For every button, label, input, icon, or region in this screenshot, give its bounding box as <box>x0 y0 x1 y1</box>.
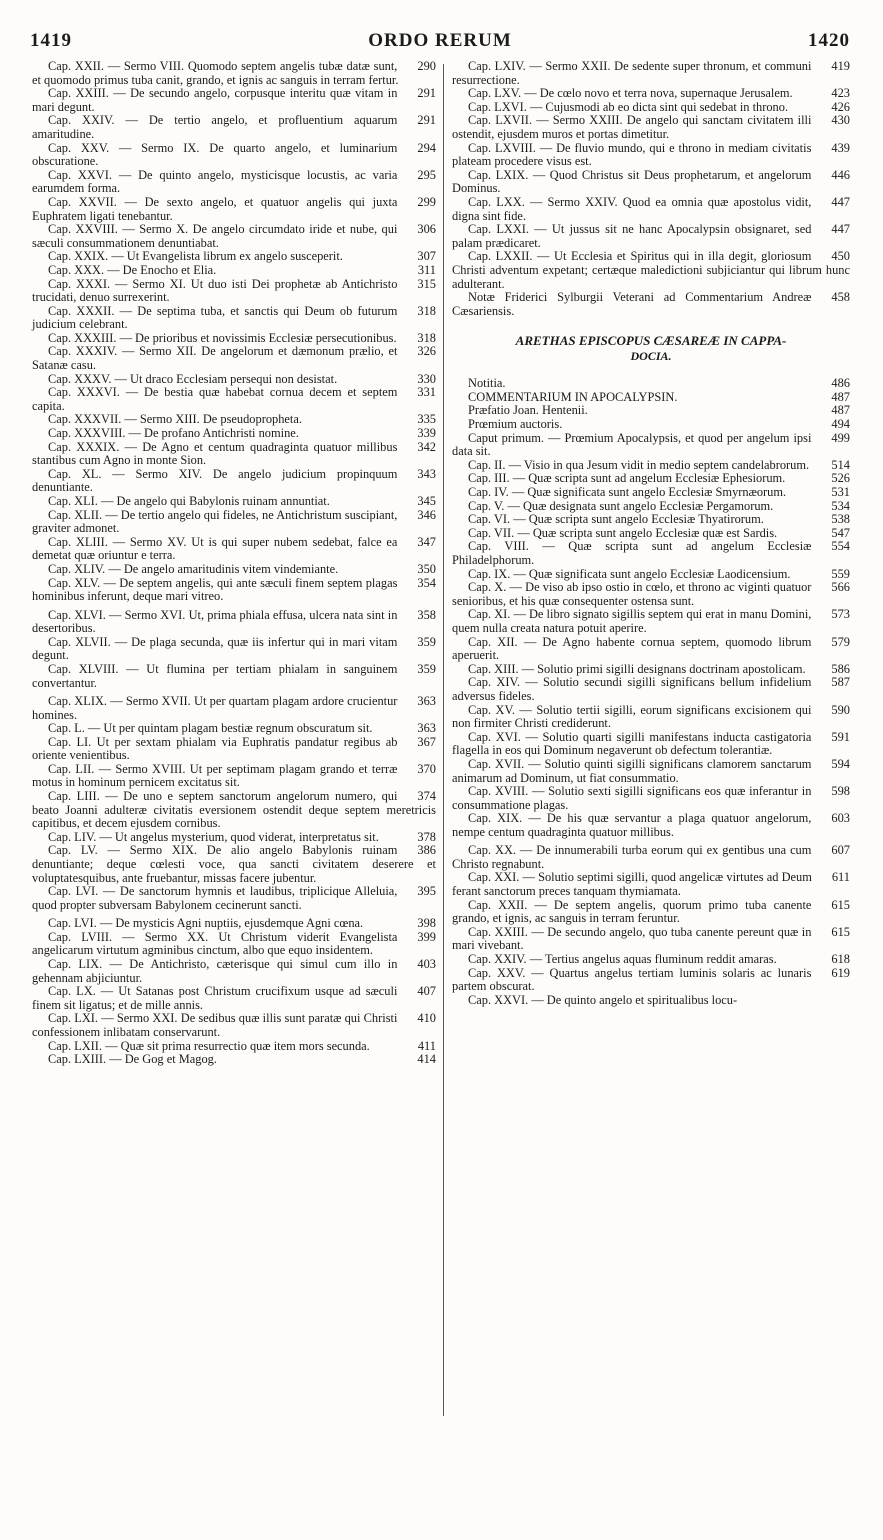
column-divider <box>443 64 444 1416</box>
toc-entry-text: Cap. XVI. — Solutio quarti sigilli manifestans inducta castigatoria flagella in eos qui Dominum negaverunt ob defectum tolerantiæ. <box>452 729 812 758</box>
toc-page-number: 423 <box>831 86 850 101</box>
toc-entry <box>452 432 850 459</box>
toc-entry <box>452 844 850 871</box>
page-number-right: 1420 <box>808 30 850 51</box>
toc-page-number: 566 <box>831 580 850 595</box>
toc-page-number: 587 <box>831 675 850 690</box>
toc-entry <box>32 985 436 1012</box>
toc-entry <box>452 142 850 169</box>
toc-page-number: 378 <box>417 829 436 844</box>
toc-entry-text: Cap. XXIII. — De secundo angelo, corpusque interitu quæ vitam in mari degunt. <box>32 86 398 114</box>
toc-entry-text: Cap. XLVII. — De plaga secunda, quæ iis infertur qui in mari vitam degunt. <box>32 634 398 663</box>
toc-page-number: 398 <box>417 916 436 931</box>
toc-page-number: 326 <box>417 344 436 359</box>
toc-page-number: 291 <box>417 86 436 101</box>
toc-entry <box>452 500 850 514</box>
toc-page-number: 450 <box>831 249 850 264</box>
toc-page-number: 370 <box>417 761 436 776</box>
toc-entry <box>452 994 850 1008</box>
toc-entry-text: Cap. LXVIII. — De fluvio mundo, qui e throno in mediam civitatis plateam procedere visus est. <box>452 140 812 169</box>
toc-entry <box>32 223 436 250</box>
toc-entry <box>452 663 850 677</box>
page-number-left: 1419 <box>30 30 72 51</box>
toc-entry-text: Cap. LXV. — De cœlo novo et terra nova, supernaque Jerusalem. <box>468 86 793 101</box>
toc-entry <box>32 609 436 636</box>
toc-entry-text: Cap. XXXV. — Ut draco Ecclesiam persequi non desistat. <box>48 371 338 386</box>
toc-page-number: 458 <box>831 290 850 305</box>
right-column <box>452 60 850 1007</box>
toc-page-number: 318 <box>417 330 436 345</box>
toc-entry <box>32 763 436 790</box>
toc-entry <box>32 386 436 413</box>
toc-page-number: 410 <box>417 1011 436 1026</box>
toc-page-number: 486 <box>831 376 850 391</box>
toc-entry-text: Cap. XII. — De Agno habente cornua septem, quomodo librum aperuerit. <box>452 634 812 663</box>
toc-entry <box>32 87 436 114</box>
toc-page-number: 350 <box>417 561 436 576</box>
section-heading <box>452 334 850 363</box>
toc-entry <box>32 917 436 931</box>
toc-entry <box>452 377 850 391</box>
section-title-line-1: ARETHAS EPISCOPUS CÆSAREÆ IN CAPPA- <box>515 333 787 349</box>
toc-page-number: 363 <box>417 693 436 708</box>
toc-entry-text: Cap. II. — Visio in qua Jesum vidit in medio septem candelabrorum. <box>468 457 810 472</box>
toc-page-number: 586 <box>831 661 850 676</box>
toc-entry <box>452 87 850 101</box>
toc-page-number: 345 <box>417 494 436 508</box>
toc-entry <box>32 931 436 958</box>
toc-entry <box>32 142 436 169</box>
toc-entry <box>32 413 436 427</box>
toc-entry-text: Cap. XXV. — Sermo IX. De quarto angelo, et luminarium obscuratione. <box>32 140 398 169</box>
toc-page-number: 439 <box>831 140 850 155</box>
toc-entry <box>32 1053 436 1067</box>
toc-entry-text: Cap. XXXIV. — Sermo XII. De angelorum et dæmonum prælio, et Satanæ casu. <box>32 344 398 373</box>
toc-entry <box>452 899 850 926</box>
toc-entry-text: Cap. XXXI. — Sermo XI. Ut duo isti Dei prophetæ ab Antichristo trucidati, denuo surrexerint. <box>32 276 398 305</box>
toc-page-number: 307 <box>417 249 436 264</box>
toc-entry-text: Cap. VIII. — Quæ scripta sunt ad angelum Ecclesiæ Philadelphorum. <box>452 539 812 567</box>
toc-page-number: 598 <box>831 784 850 799</box>
toc-entry <box>32 332 436 346</box>
toc-entry <box>32 790 436 831</box>
toc-page-number: 554 <box>831 539 850 554</box>
section-title-line-2: DOCIA. <box>630 348 672 363</box>
toc-page-number: 607 <box>831 843 850 858</box>
toc-entry <box>452 676 850 703</box>
toc-page-number: 487 <box>831 389 850 404</box>
toc-entry-text: Cap. XXVI. — De quinto angelo et spiritualibus locu- <box>468 992 738 1007</box>
toc-entry <box>32 278 436 305</box>
toc-page-number: 494 <box>831 417 850 432</box>
toc-entry-text: Notitia. <box>468 376 506 391</box>
toc-entry <box>452 114 850 141</box>
toc-entry-text: Cap. XXXVII. — Sermo XIII. De pseudopropheta. <box>48 412 302 427</box>
toc-entry <box>452 636 850 663</box>
toc-entry <box>452 785 850 812</box>
toc-page-number: 367 <box>417 734 436 749</box>
toc-entry-text: Cap. LX. — Ut Satanas post Christum crucifixum usque ad sæculi finem sit ligatus; et de mille annis. <box>32 984 398 1012</box>
toc-page-number: 573 <box>831 607 850 622</box>
toc-entry <box>32 345 436 372</box>
toc-page-number: 403 <box>417 956 436 971</box>
toc-entry <box>452 169 850 196</box>
toc-entry <box>452 196 850 223</box>
toc-entry-text: Cap. LXI. — Sermo XXI. De sedibus quæ illis sunt paratæ qui Christi confessionem inlibatam conservarunt. <box>32 1011 398 1039</box>
toc-page-number: 414 <box>417 1052 436 1067</box>
toc-page-number: 306 <box>417 222 436 237</box>
toc-entry-text: Cap. XLIV. — De angelo amaritudinis vitem vindemiante. <box>48 561 339 576</box>
toc-entry <box>452 568 850 582</box>
toc-entry-text: Cap. XVII. — Solutio quinti sigilli significans clamorem sanctarum animarum ad Dominum, ut fiat consummatio. <box>452 756 812 785</box>
toc-entry-text: Cap. LXIII. — De Gog et Magog. <box>48 1052 217 1067</box>
toc-entry-text: Cap. IV. — Quæ significata sunt angelo Ecclesiæ Smyrnæorum. <box>468 485 787 500</box>
toc-entry-text: Cap. V. — Quæ designata sunt angelo Ecclesiæ Pergamorum. <box>468 498 774 513</box>
toc-page-number: 446 <box>831 167 850 182</box>
toc-entry <box>32 831 436 845</box>
toc-page-number: 411 <box>417 1038 436 1053</box>
toc-page-number: 342 <box>417 439 436 454</box>
toc-page-number: 407 <box>417 984 436 999</box>
toc-entry <box>32 169 436 196</box>
toc-entry <box>452 731 850 758</box>
toc-page-number: 615 <box>831 924 850 939</box>
toc-page-number: 514 <box>831 457 850 472</box>
toc-entry <box>32 196 436 223</box>
toc-page-number: 343 <box>417 466 436 481</box>
toc-page-number: 291 <box>417 113 436 128</box>
toc-entry-text: Cap. LV. — Sermo XIX. De alio angelo Babylonis ruinam denuntiante; deque cœlesti voce, qua sancti civitatem deserere et voluptatesquibus, ante fruebantur, missas facere jubentur. <box>32 843 436 885</box>
toc-entry-text: Cap. XLV. — De septem angelis, qui ante sæculi finem septem plagas hominibus inferunt, deque mari vitreo. <box>32 575 398 604</box>
toc-page-number: 358 <box>417 607 436 622</box>
toc-page-number: 318 <box>417 303 436 318</box>
toc-page-number: 447 <box>831 222 850 237</box>
right-column-bottom-entries <box>452 377 850 1007</box>
toc-page-number: 487 <box>831 403 850 418</box>
toc-entry-text: Cap. XXIV. — Tertius angelus aquas fluminum reddit amaras. <box>468 952 777 967</box>
toc-entry <box>452 513 850 527</box>
toc-entry <box>32 1040 436 1054</box>
toc-entry-text: Cap. LXII. — Quæ sit prima resurrectio quæ item mors secunda. <box>48 1038 370 1053</box>
toc-entry-text: Cap. L. — Ut per quintam plagam bestiæ regnum obscuratum sit. <box>48 721 373 736</box>
toc-entry-text: Cap. LXVII. — Sermo XXIII. De angelo qui sanctam civitatem illi ostendit, ejusdem muros et portas dimetitur. <box>452 113 812 141</box>
toc-entry <box>32 495 436 509</box>
toc-entry <box>32 264 436 278</box>
toc-page-number: 399 <box>417 929 436 944</box>
toc-entry <box>32 885 436 912</box>
toc-entry-text: Cap. XXVII. — De sexto angelo, et quatuor angelis qui juxta Euphratem ligati tenebantur. <box>32 194 398 223</box>
toc-entry-text: Cap. LIV. — Ut angelus mysterium, quod viderat, interpretatus sit. <box>48 829 379 844</box>
toc-entry-text: Cap. XLIX. — Sermo XVII. Ut per quartam plagam ardore crucientur homines. <box>32 693 398 722</box>
toc-entry-text: Cap. IX. — Quæ significata sunt angelo Ecclesiæ Laodicensium. <box>468 566 791 581</box>
toc-entry-text: Cap. LVI. — De mysticis Agni nuptiis, ejusdemque Agni cœna. <box>48 916 364 931</box>
toc-entry <box>452 527 850 541</box>
toc-entry-text: Cap. LXX. — Sermo XXIV. Quod ea omnia quæ apostolus vidit, digna sint fide. <box>452 194 812 223</box>
toc-entry <box>32 663 436 690</box>
toc-entry-text: Cap. XXXVIII. — De profano Antichristi nomine. <box>48 426 299 441</box>
toc-page-number: 374 <box>417 789 436 804</box>
toc-page-number: 534 <box>831 498 850 513</box>
toc-page-number: 538 <box>831 512 850 527</box>
toc-page-number: 591 <box>831 729 850 744</box>
toc-entry-text: COMMENTARIUM IN APOCALYPSIN. <box>468 389 678 404</box>
toc-entry-text: Cap. LXIV. — Sermo XXII. De sedente super thronum, et communi resurrectione. <box>452 59 812 87</box>
toc-entry <box>452 404 850 418</box>
toc-entry <box>452 418 850 432</box>
toc-page-number: 611 <box>831 870 850 885</box>
toc-entry <box>32 509 436 536</box>
toc-entry <box>32 441 436 468</box>
toc-entry-text: Cap. VI. — Quæ scripta sunt angelo Ecclesiæ Thyatirorum. <box>468 512 764 527</box>
toc-entry-text: Cap. XVIII. — Solutio sexti sigilli significans eos quæ inferantur in consummatione plagas. <box>452 784 812 812</box>
toc-entry-text: Cap. XIX. — De his quæ servantur a plaga quatuor angelorum, nempe centum quadraginta quatuor millibus. <box>452 811 812 839</box>
toc-entry-text: Cap. XL. — Sermo XIV. De angelo judicium propinquum denuntiante. <box>32 466 398 495</box>
toc-entry-text: Cap. XXIV. — De tertio angelo, et profluentium aquarum amaritudine. <box>32 113 398 141</box>
toc-entry <box>452 608 850 635</box>
toc-page-number: 359 <box>417 634 436 649</box>
toc-entry-text: Cap. XXXII. — De septima tuba, et sanctis qui Deum ob futurum judicium celebrant. <box>32 303 398 332</box>
toc-entry-text: Cap. LII. — Sermo XVIII. Ut per septimam plagam grando et terræ motus in hominum pernicem excitatus sit. <box>32 761 398 790</box>
toc-entry <box>32 468 436 495</box>
toc-page-number: 547 <box>831 525 850 540</box>
toc-page-number: 335 <box>417 412 436 427</box>
toc-entry <box>452 391 850 405</box>
toc-entry <box>32 563 436 577</box>
toc-entry <box>452 812 850 839</box>
toc-entry <box>452 486 850 500</box>
toc-entry-text: Cap. LXXII. — Ut Ecclesia et Spiritus qui in illa degit, gloriosum Christi adventum expetant; certæque maledictioni subjiciantur qui librum hunc adulterant. <box>452 249 850 291</box>
toc-entry-text: Cap. LXIX. — Quod Christus sit Deus prophetarum, et angelorum Dominus. <box>452 167 812 196</box>
toc-page-number: 603 <box>831 811 850 826</box>
toc-entry <box>32 427 436 441</box>
toc-entry <box>452 871 850 898</box>
toc-entry <box>32 722 436 736</box>
toc-entry-text: Cap. X. — De viso ab ipso ostio in cœlo, et throno ac viginti quatuor senioribus, et his quæ consequenter ostensa sunt. <box>452 580 812 608</box>
toc-entry <box>32 958 436 985</box>
toc-entry-text: Cap. LIX. — De Antichristo, cæterisque qui simul cum illo in gehennam abjiciuntur. <box>32 956 398 985</box>
toc-entry-text: Cap. XXX. — De Enocho et Elia. <box>48 262 217 277</box>
toc-page-number: 299 <box>417 194 436 209</box>
toc-page-number: 330 <box>417 371 436 386</box>
toc-entry <box>452 926 850 953</box>
toc-entry-text: Cap. XLVI. — Sermo XVI. Ut, prima phiala effusa, ulcera nata sint in desertoribus. <box>32 607 398 636</box>
toc-entry-text: Cap. XXII. — De septem angelis, quorum primo tuba canente grando, et ignis, ac sanguis in terram feruntur. <box>452 897 812 926</box>
toc-page-number: 615 <box>831 897 850 912</box>
toc-entry-text: Cap. LI. Ut per sextam phialam via Euphratis pandatur regibus ab oriente venientibus. <box>32 734 398 763</box>
toc-entry <box>32 695 436 722</box>
toc-page-number: 331 <box>417 385 436 400</box>
toc-entry-text: Caput primum. — Prœmium Apocalypsis, et quod per angelum ipsi data sit. <box>452 430 812 459</box>
toc-entry <box>32 1012 436 1039</box>
toc-entry-text: Cap. XXIX. — Ut Evangelista librum ex angelo susceperit. <box>48 249 343 264</box>
toc-entry-text: Cap. III. — Quæ scripta sunt ad angelum Ecclesiæ Ephesiorum. <box>468 471 786 486</box>
toc-entry-text: Cap. XXVIII. — Sermo X. De angelo circumdato iride et nube, qui sæculi consummationem denuntiabat. <box>32 222 398 250</box>
toc-page-number: 290 <box>417 59 436 73</box>
toc-page-number: 295 <box>417 167 436 182</box>
toc-entry-text: Cap. XLIII. — Sermo XV. Ut is qui super nubem sedebat, falce ea demetat quæ oriuntur e terra. <box>32 534 398 563</box>
toc-entry <box>452 223 850 250</box>
left-column <box>32 60 436 1067</box>
toc-entry <box>452 540 850 567</box>
toc-entry <box>452 291 850 318</box>
toc-entry-text: Cap. XLII. — De tertio angelo qui fideles, ne Antichristum suscipiant, graviter admonet. <box>32 507 398 536</box>
toc-page-number: 619 <box>831 965 850 980</box>
toc-entry-text: Cap. XLVIII. — Ut flumina per tertiam phialam in sanguinem convertantur. <box>32 661 398 690</box>
toc-entry-text: Cap. XI. — De libro signato sigillis septem qui erat in manu Domini, quem nulla creata natura potuit aperire. <box>452 607 812 635</box>
toc-entry-text: Cap. XXVI. — De quinto angelo, mysticisque locustis, ac varia earumdem forma. <box>32 167 398 196</box>
toc-entry <box>32 536 436 563</box>
toc-entry <box>32 736 436 763</box>
toc-entry-text: Cap. LVIII. — Sermo XX. Ut Christum viderit Evangelista angelicarum virtutum agminibus cinctum, albo que equo insidentem. <box>32 929 398 958</box>
toc-page-number: 315 <box>417 276 436 291</box>
toc-entry <box>32 114 436 141</box>
toc-entry-text: Cap. XIV. — Solutio secundi sigilli significans bellum infidelium adversus fideles. <box>452 675 812 703</box>
toc-page-number: 346 <box>417 507 436 522</box>
toc-entry-text: Cap. XXII. — Sermo VIII. Quomodo septem angelis tubæ datæ sunt, et quomodo primus tuba canit, grando, et ignis ac sanguis in terram fertur. <box>32 59 399 87</box>
toc-entry-text: Cap. XXI. — Solutio septimi sigilli, quod angelicæ virtutes ad Deum ferant sanctorum preces tanquam thymiamata. <box>452 870 812 899</box>
toc-page-number: 386 <box>417 843 436 858</box>
running-title: ORDO RERUM <box>368 30 512 51</box>
toc-page-number: 311 <box>417 262 436 277</box>
toc-entry-text: Cap. XXXIX. — De Agno et centum quadraginta quatuor millibus stantibus cum Agno in monte Sion. <box>32 439 398 468</box>
toc-page-number: 499 <box>831 430 850 445</box>
toc-page-number: 354 <box>417 575 436 590</box>
toc-page-number: 590 <box>831 702 850 717</box>
toc-page-number: 531 <box>831 485 850 500</box>
toc-entry <box>452 953 850 967</box>
toc-page-number: 618 <box>831 952 850 967</box>
toc-entry-text: Cap. LIII. — De uno e septem sanctorum angelorum numero, qui beato Joanni adulteræ civitatis eversionem ostendit deque septem meretricis capitibus, et decem ejusdem cornibus. <box>32 789 436 831</box>
toc-entry <box>452 459 850 473</box>
toc-entry-text: Cap. LVI. — De sanctorum hymnis et laudibus, triplicique Alleluia, quod propter subversam Babylonem cecinerunt sancti. <box>32 884 398 912</box>
toc-entry-text: Cap. LXXI. — Ut jussus sit ne hanc Apocalypsin obsignaret, sed palam prædicaret. <box>452 222 812 250</box>
toc-entry-text: Prœmium auctoris. <box>468 417 563 432</box>
toc-entry-text: Notæ Friderici Sylburgii Veterani ad Commentarium Andreæ Cæsariensis. <box>452 290 812 318</box>
toc-page-number: 426 <box>831 99 850 114</box>
toc-entry-text: Cap. XXXIII. — De prioribus et novissimis Ecclesiæ persecutionibus. <box>48 330 397 345</box>
toc-page-number: 559 <box>831 566 850 581</box>
toc-entry-text: Cap. XXV. — Quartus angelus tertiam luminis solaris ac lunaris partem obscurat. <box>452 965 812 994</box>
toc-entry <box>32 60 436 87</box>
toc-page-number: 594 <box>831 756 850 771</box>
toc-entry <box>32 636 436 663</box>
toc-page-number: 363 <box>417 721 436 736</box>
toc-page-number: 447 <box>831 194 850 209</box>
toc-entry <box>452 472 850 486</box>
toc-entry <box>452 60 850 87</box>
toc-entry-text: Cap. XV. — Solutio tertii sigilli, eorum significans excisionem qui non firmiter Christi crediderunt. <box>452 702 812 731</box>
toc-entry <box>452 704 850 731</box>
toc-page-number: 526 <box>831 471 850 486</box>
toc-entry-text: Cap. XXXVI. — De bestia quæ habebat cornua decem et septem capita. <box>32 385 398 413</box>
right-column-top-entries <box>452 60 850 318</box>
toc-page-number: 294 <box>417 140 436 155</box>
toc-entry <box>32 373 436 387</box>
toc-page-number: 395 <box>417 884 436 899</box>
toc-page-number: 430 <box>831 113 850 128</box>
toc-page-number: 359 <box>417 661 436 676</box>
toc-entry-text: Cap. VII. — Quæ scripta sunt angelo Ecclesiæ quæ est Sardis. <box>468 525 778 540</box>
toc-entry <box>32 577 436 604</box>
toc-entry <box>452 581 850 608</box>
toc-entry <box>452 758 850 785</box>
toc-page-number: 339 <box>417 426 436 441</box>
toc-entry <box>452 101 850 115</box>
toc-entry <box>32 305 436 332</box>
toc-entry <box>32 844 436 885</box>
toc-page-number: 347 <box>417 534 436 549</box>
toc-entry-text: Cap. XX. — De innumerabili turba eorum qui ex gentibus una cum Christo regnabunt. <box>452 843 812 871</box>
toc-page-number: 419 <box>831 59 850 73</box>
toc-entry-text: Cap. XXIII. — De secundo angelo, quo tuba canente pereunt quæ in mari vivebant. <box>452 924 812 953</box>
toc-entry <box>452 250 850 291</box>
toc-entry-text: Cap. XIII. — Solutio primi sigilli designans doctrinam apostolicam. <box>468 661 806 676</box>
toc-entry <box>452 967 850 994</box>
toc-entry <box>32 250 436 264</box>
toc-entry-text: Præfatio Joan. Hentenii. <box>468 403 588 418</box>
toc-entry-text: Cap. XLI. — De angelo qui Babylonis ruinam annuntiat. <box>48 494 330 508</box>
toc-entry-text: Cap. LXVI. — Cujusmodi ab eo dicta sint qui sedebat in throno. <box>468 99 789 114</box>
toc-page-number: 579 <box>831 634 850 649</box>
running-header <box>30 30 850 56</box>
